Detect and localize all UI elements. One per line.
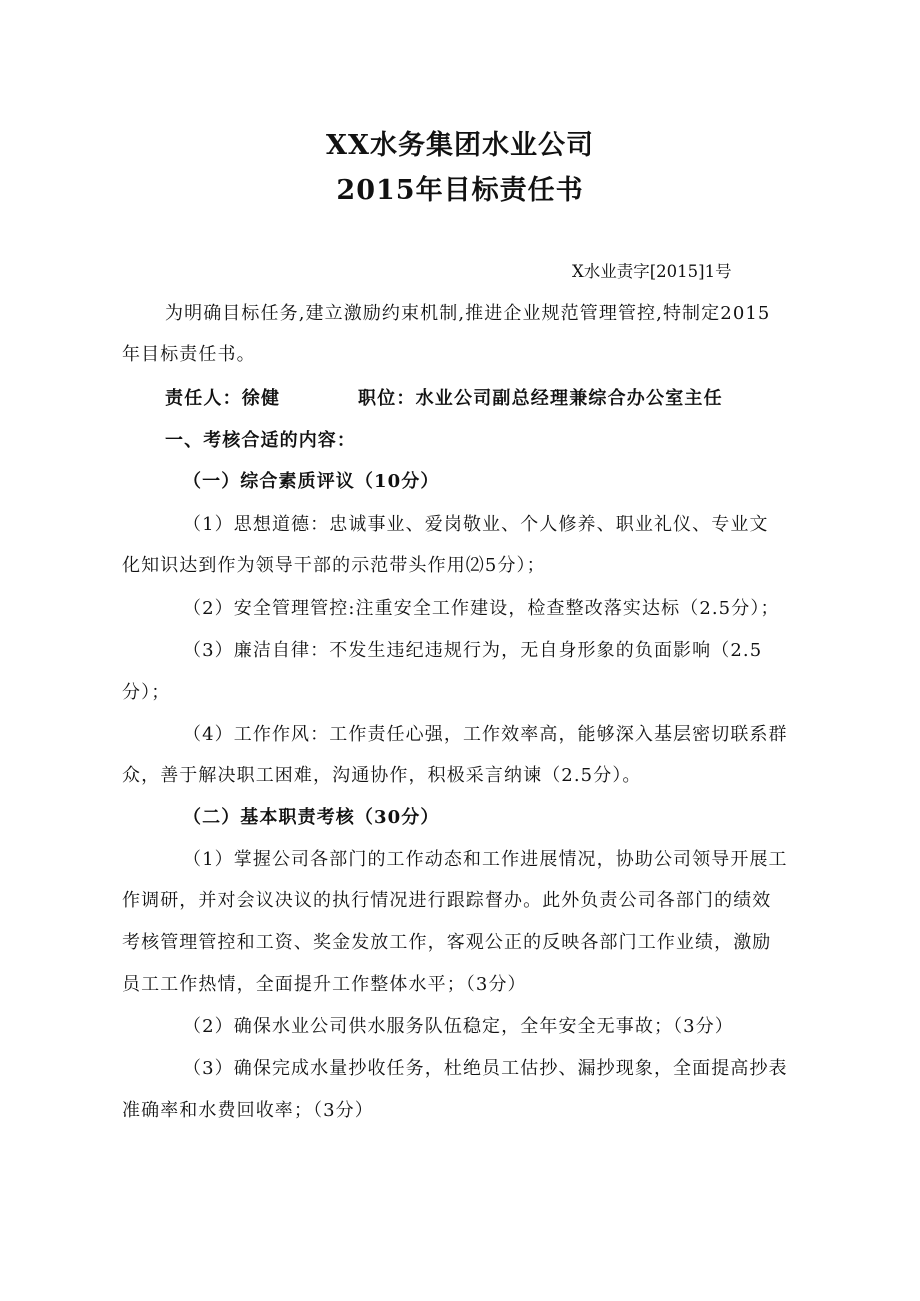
section1-heading: 一、考核合适的内容： xyxy=(165,430,356,451)
sub2-item2-line1: （2）确保水业公司供水服务队伍稳定，全年安全无事故；（3分） xyxy=(183,1016,734,1037)
document-number: X水业责字[2015]1号 xyxy=(572,262,732,281)
intro-line-2: 年目标责任书。 xyxy=(122,344,256,365)
subsection2-heading: （二）基本职责考核（30分） xyxy=(183,807,440,828)
sub2-item1-line1: （1）掌握公司各部门的工作动态和工作进展情况，协助公司领导开展工 xyxy=(183,849,788,870)
sub1-item1-line1: （1）思想道德：忠诚事业、爱岗敬业、个人修养、职业礼仪、专业文 xyxy=(183,514,769,535)
sub2-item1-line2: 作调研，并对会议决议的执行情况进行跟踪督办。此外负责公司各部门的绩效 xyxy=(122,890,772,911)
sub2-item3-line2: 准确率和水费回收率；（3分） xyxy=(122,1100,374,1121)
responsible-position: 职位：水业公司副总经理兼综合办公室主任 xyxy=(358,388,723,409)
sub1-item3-line2: 分）； xyxy=(122,682,171,703)
sub2-item1-line4: 员工工作热情，全面提升工作整体水平；（3分） xyxy=(122,974,527,995)
sub1-item1-line2: 化知识达到作为领导干部的示范带头作用⑵5分）； xyxy=(122,555,546,576)
subsection1-heading: （一）综合素质评议（10分） xyxy=(183,471,440,492)
sub1-item3-line1: （3）廉洁自律：不发生违纪违规行为，无自身形象的负面影响（2.5 xyxy=(183,640,763,661)
intro-line-1: 为明确目标任务,建立激励约束机制,推进企业规范管理管控,特制定2015 xyxy=(165,303,771,324)
sub1-item4-line1: （4）工作作风：工作责任心强，工作效率高，能够深入基层密切联系群 xyxy=(183,724,788,745)
sub1-item4-line2: 众，善于解决职工困难，沟通协作，积极采言纳谏（2.5分）。 xyxy=(122,765,642,786)
document-title-line2: 2015年目标责任书 xyxy=(336,175,584,206)
sub1-item2-line1: （2）安全管理管控:注重安全工作建设，检查整改落实达标（2.5分）； xyxy=(183,598,780,619)
sub2-item3-line1: （3）确保完成水量抄收任务，杜绝员工估抄、漏抄现象，全面提高抄表 xyxy=(183,1058,788,1079)
document-title-line1: XX水务集团水业公司 xyxy=(326,130,594,161)
responsible-person: 责任人：徐健 xyxy=(165,388,281,409)
sub2-item1-line3: 考核管理管控和工资、奖金发放工作，客观公正的反映各部门工作业绩，激励 xyxy=(122,932,772,953)
